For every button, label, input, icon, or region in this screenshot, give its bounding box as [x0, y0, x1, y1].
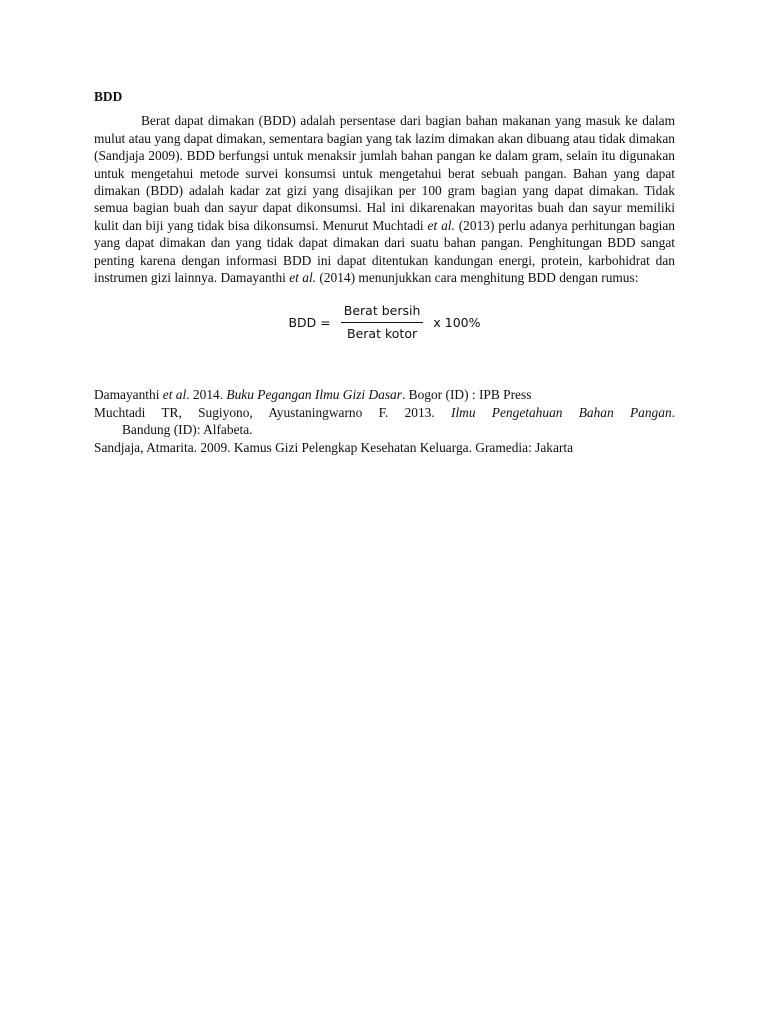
section-heading: BDD [94, 89, 123, 104]
reference-title: Buku Pegangan Ilmu Gizi Dasar [226, 387, 402, 403]
formula-rhs: x 100% [433, 314, 481, 330]
reference-et-al: et al [162, 387, 187, 403]
formula-lhs: BDD = [288, 314, 331, 330]
paragraph-text-2: (2013) perlu adanya perhitungan bagian yang dapat dimakan dan yang tidak dapat dimakan dari suatu bahan pangan. Penghitungan BDD sangat penting karena dengan informasi BDD ini dapat ditentukan kandungan energi, protein, karbohidrat dan instrumen gizi lainnya. Damayanthi [94, 217, 675, 286]
reference-list [94, 386, 675, 456]
paragraph-text-1: Berat dapat dimakan (BDD) adalah persentase dari bagian bahan makanan yang masuk ke dalam mulut atau yang dapat dimakan, sementara bagian yang tak lazim dimakan akan dibuang atau tidak dimakan (Sandjaja 2009). BDD berfungsi untuk menaksir jumlah bahan pangan ke dalam gram, selain itu digunakan untuk mengetahui metode survei konsumsi untuk mengetahui berat sebuah pangan. Bahan yang dapat dimakan (BDD) adalah kadar zat gizi yang disajikan per 100 gram bagian yang dapat dimakan. Tidak semua bagian buah dan sayur dapat dikonsumsi. Hal ini dikarenakan mayoritas buah dan sayur memiliki kulit dan biji yang tidak bisa dikonsumsi. Menurut Muchtadi [94, 113, 675, 233]
reference-title: Ilmu Pengetahuan Bahan Pangan [450, 404, 672, 420]
reference-item: Damayanthi et al. 2014. Buku Pegangan Ilmu Gizi Dasar. Bogor (ID) : IPB Press [94, 387, 532, 403]
paragraph-et-al-2: et al. [289, 270, 317, 286]
body-paragraph [94, 112, 675, 286]
reference-item: Muchtadi TR, Sugiyono, Ayustaningwarno F. 2013. Ilmu Pengetahuan Bahan Pangan. Bandung (ID): Alfabeta. [94, 404, 675, 438]
reference-item: Sandjaja, Atmarita. 2009. Kamus Gizi Pelengkap Kesehatan Keluarga. Gramedia: Jakarta [94, 439, 574, 455]
formula-numerator: Berat bersih [343, 303, 421, 319]
formula-fraction [341, 302, 424, 342]
bdd-formula [94, 302, 675, 342]
document-page [94, 88, 675, 456]
formula-denominator: Berat kotor [347, 325, 418, 341]
paragraph-text-3: (2014) menunjukkan cara menghitung BDD dengan rumus: [316, 270, 639, 286]
paragraph-et-al-1: et al. [427, 217, 455, 233]
